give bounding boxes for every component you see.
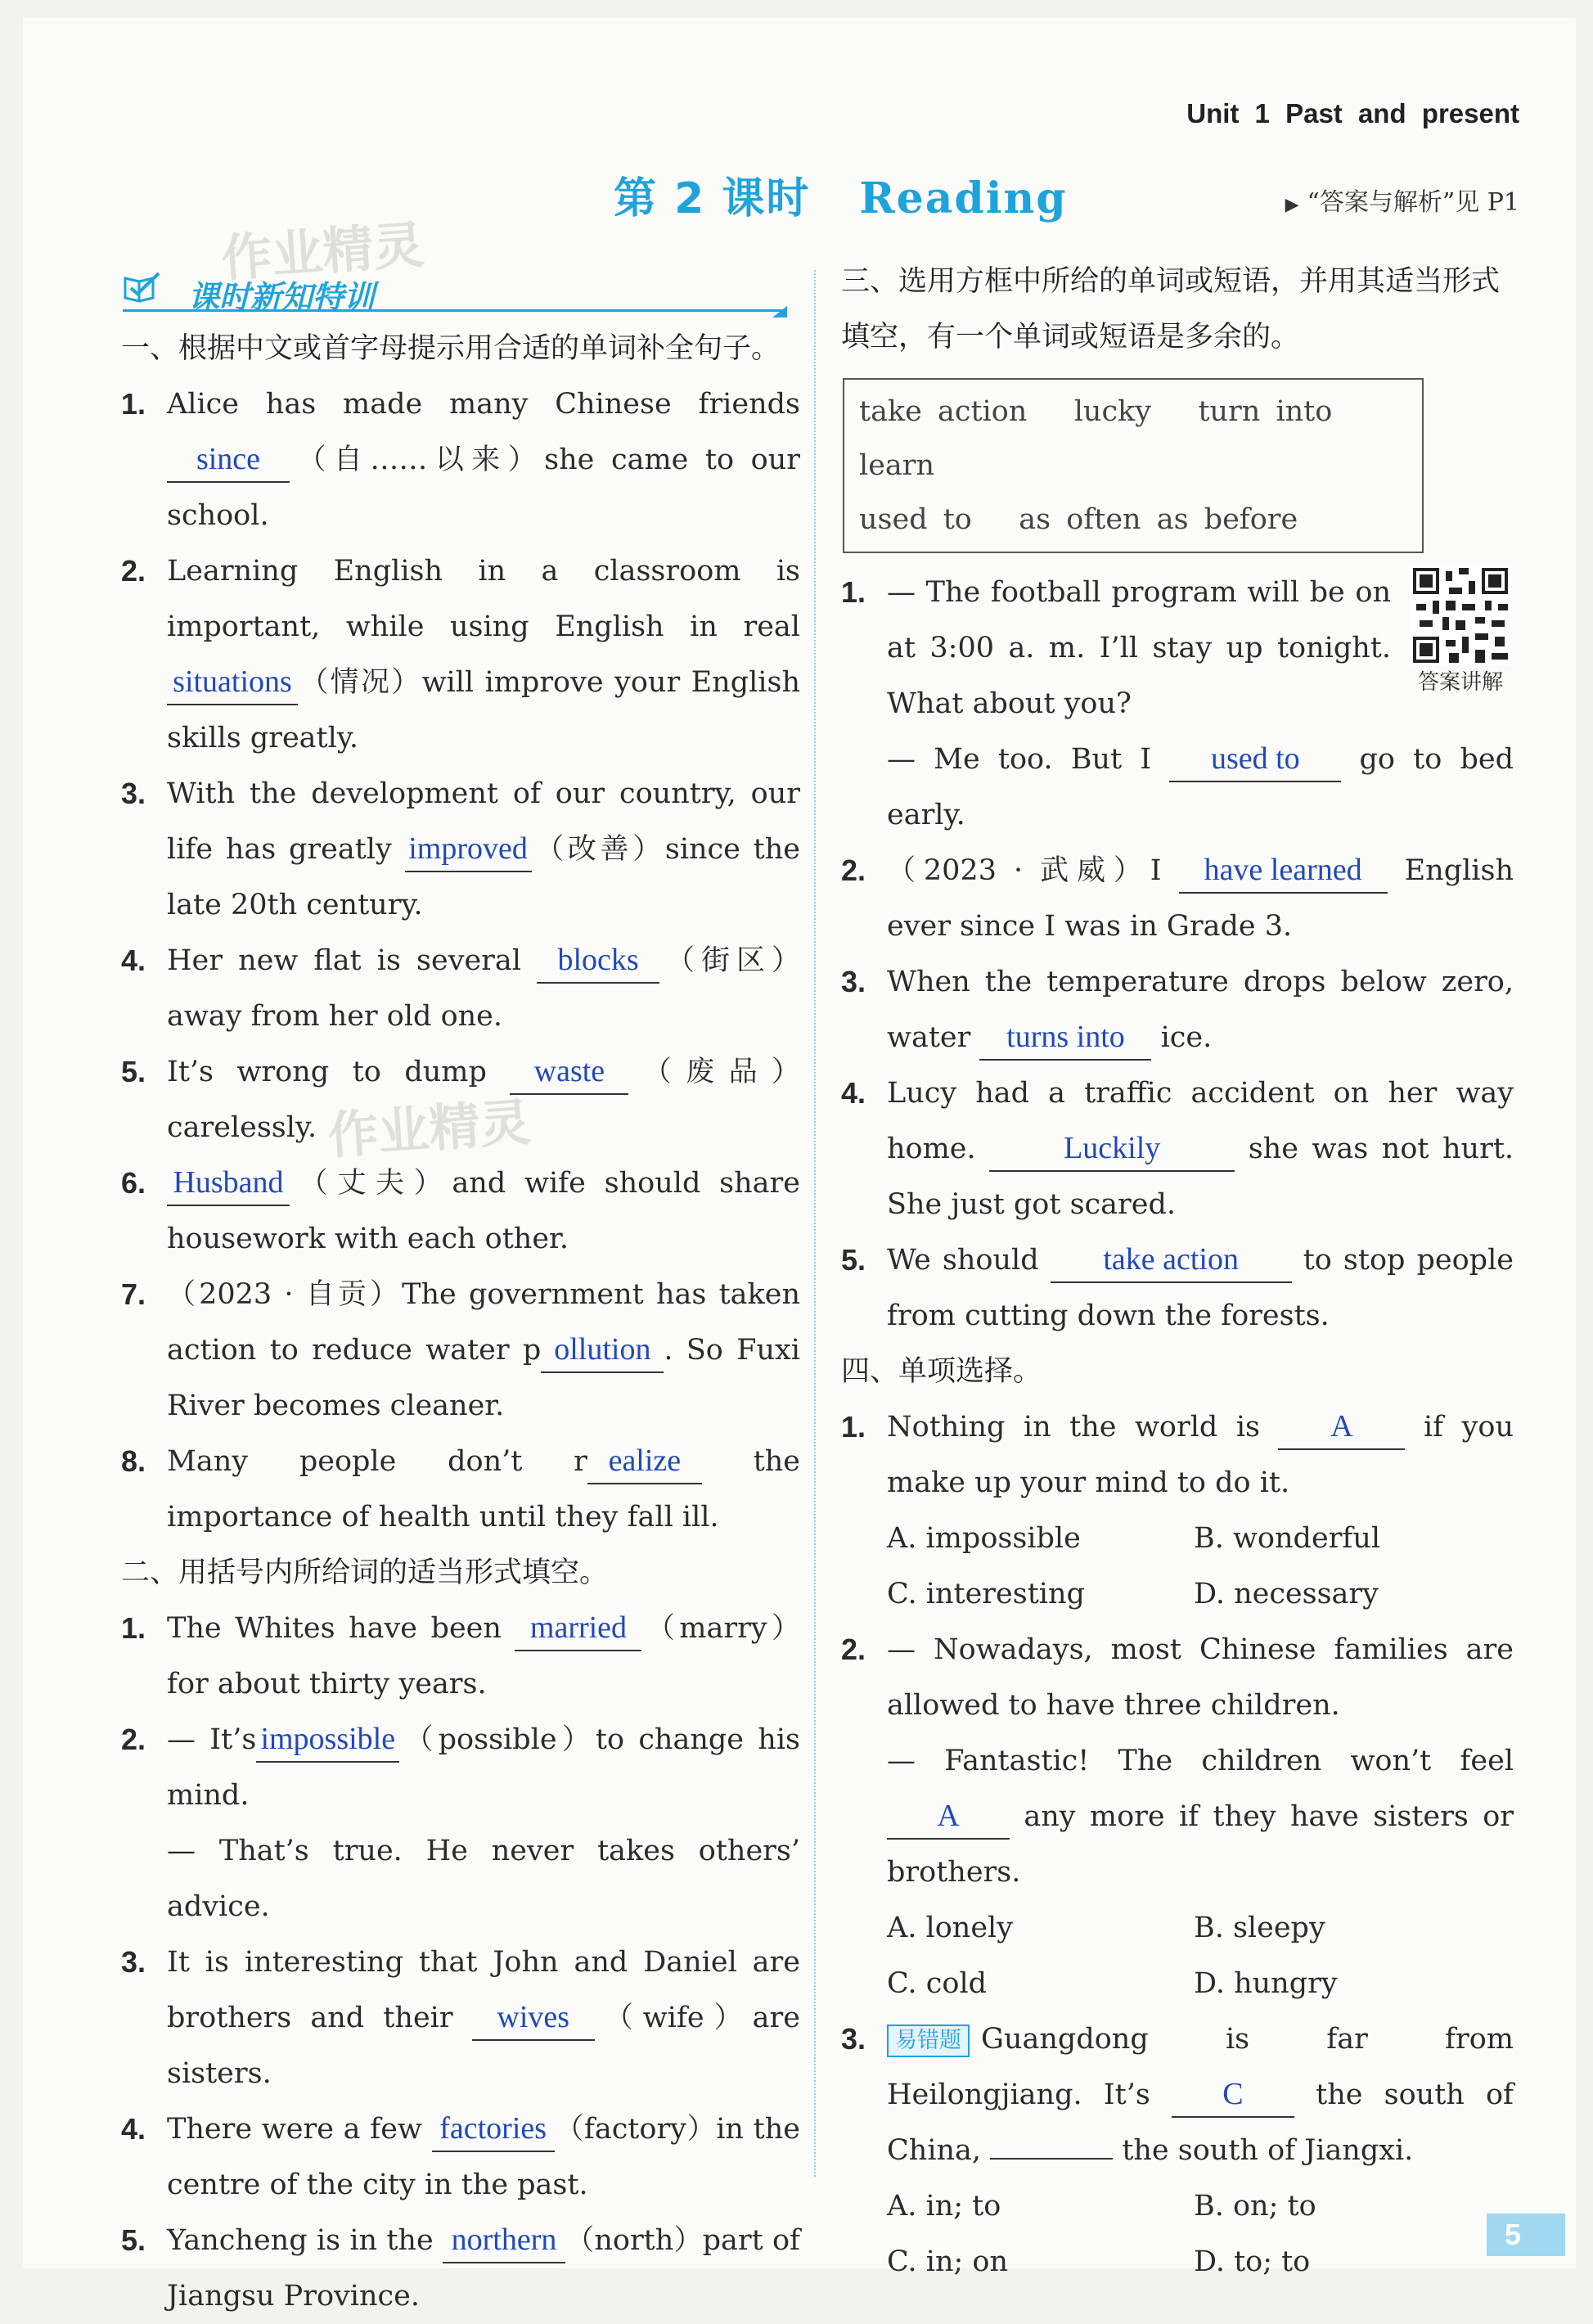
answer-blank[interactable]: turns into	[979, 1016, 1151, 1061]
checkbook-icon	[123, 272, 160, 304]
answer-blank[interactable]: northern	[443, 2218, 565, 2263]
answer-blank[interactable]: take action	[1051, 1238, 1292, 1283]
lesson-topic: Reading	[859, 173, 1067, 223]
lesson-title	[614, 164, 1068, 225]
unit-header	[1186, 98, 1519, 129]
section-banner	[123, 268, 785, 312]
answer-blank[interactable]: situations	[167, 660, 298, 705]
unit-title: Past and present	[1285, 98, 1519, 128]
s4-question-2-reply: — Fantastic! The children won’t feel A any more if they have sisters or brothers.	[841, 1733, 1514, 1900]
s1-question-2: 2. Learning English in a classroom is important, while using English in real situations （情况）will improve your English skills greatly.	[121, 543, 800, 766]
s3-question-1-reply: — Me too. But I used to go to bed early.	[841, 732, 1514, 843]
answer-blank[interactable]: ollution	[541, 1328, 664, 1373]
answer-blank[interactable]: Husband	[167, 1161, 290, 1206]
s4-question-1: 1. Nothing in the world is A if you make up your mind to do it.	[841, 1399, 1514, 1511]
right-column	[841, 254, 1514, 2290]
section-banner-title: 课时新知特训	[188, 272, 375, 317]
s4-q1-options	[841, 1511, 1514, 1622]
s2-question-4: 4. There were a few factories （factory）in the centre of the city in the past.	[121, 2101, 800, 2213]
s2-question-5: 5. Yancheng is in the northern （north）part of Jiangsu Province.	[121, 2213, 800, 2324]
banner-tail	[772, 306, 787, 318]
watermark-middle: 作业精灵	[325, 1081, 533, 1168]
option-c[interactable]: C. cold	[887, 1956, 1194, 2011]
section3-heading: 三、选用方框中所给的单词或短语，并用其适当形式填空，有一个单词或短语是多余的。	[841, 254, 1514, 365]
answer-blank[interactable]: impossible	[256, 1718, 399, 1763]
unit-label: Unit 1	[1186, 98, 1270, 128]
page-number: 5	[1487, 2214, 1565, 2256]
s2-question-2: 2. — It’s impossible （possible）to change his mind. — That’s true. He never takes others’ advice.	[121, 1712, 800, 1934]
option-c[interactable]: C. interesting	[887, 1566, 1194, 1622]
answer-blank[interactable]: since	[167, 438, 290, 483]
option-b[interactable]: B. wonderful	[1194, 1511, 1501, 1566]
error-prone-tag: 易错题	[887, 2024, 970, 2057]
option-b[interactable]: B. sleepy	[1194, 1900, 1501, 1956]
answer-blank[interactable]: Luckily	[989, 1127, 1235, 1172]
option-d[interactable]: D. to; to	[1194, 2234, 1501, 2290]
option-c[interactable]: C. in; on	[887, 2234, 1194, 2290]
section4-heading: 四、单项选择。	[841, 1344, 1514, 1399]
answer-blank[interactable]: C	[1172, 2073, 1294, 2118]
s3-question-3: 3. When the temperature drops below zero, water turns into ice.	[841, 954, 1514, 1065]
answer-blank[interactable]: A	[1278, 1405, 1405, 1450]
answer-blank[interactable]: factories	[432, 2107, 555, 2152]
column-divider	[814, 270, 816, 2177]
option-d[interactable]: D. hungry	[1194, 1956, 1501, 2011]
option-a[interactable]: A. lonely	[887, 1900, 1194, 1956]
s1-question-8: 8. Many people don’t r ealize the importance of health until they fall ill.	[121, 1434, 800, 1545]
watermark-top: 作业精灵	[218, 204, 426, 290]
s1-question-7: 7. （2023 · 自贡）The government has taken action to reduce water p ollution . So Fuxi River becomes cleaner.	[121, 1267, 800, 1434]
word-box-line-1: take action lucky turn into learn	[859, 385, 1407, 493]
s4-question-2: 2. — Nowadays, most Chinese families are allowed to have three children.	[841, 1622, 1514, 1733]
play-triangle-icon: ▶	[1285, 195, 1299, 215]
s3-question-2: 2. （2023 · 武威）I have learned English ever since I was in Grade 3.	[841, 843, 1514, 954]
lesson-number: 第 2 课时	[614, 174, 810, 223]
word-box-line-2: used to as often as before	[859, 493, 1407, 547]
word-box	[843, 378, 1424, 553]
s2-question-3: 3. It is interesting that John and Daniel are brothers and their wives （wife）are sisters.	[121, 1934, 800, 2101]
answer-blank[interactable]: have learned	[1179, 849, 1388, 894]
answer-blank[interactable]: improved	[405, 827, 532, 872]
option-a[interactable]: A. in; to	[887, 2178, 1194, 2234]
s1-question-5: 5. It’s wrong to dump waste （废品）carelessly.	[121, 1044, 800, 1155]
s1-question-4: 4. Her new flat is several blocks （街区）away from her old one.	[121, 933, 800, 1044]
s1-question-1: 1. Alice has made many Chinese friends since （自……以来）she came to our school.	[121, 376, 800, 543]
s3-question-4: 4. Lucy had a traffic accident on her way home. Luckily she was not hurt. She just got scared.	[841, 1065, 1514, 1232]
answer-blank[interactable]: blocks	[537, 939, 659, 984]
s4-q2-options	[841, 1900, 1514, 2011]
answer-blank[interactable]: wives	[472, 1996, 595, 2041]
s4-question-3: 3. 易错题 Guangdong is far from Heilongjiang. It’s C the south of China, the south of Jiangxi.	[841, 2011, 1514, 2178]
answer-reference	[1285, 182, 1519, 218]
option-b[interactable]: B. on; to	[1194, 2178, 1501, 2234]
answer-blank[interactable]: used to	[1169, 737, 1341, 782]
answer-blank-2[interactable]	[990, 2158, 1113, 2160]
s2-question-1: 1. The Whites have been married （marry）for about thirty years.	[121, 1601, 800, 1712]
option-d[interactable]: D. necessary	[1194, 1566, 1501, 1622]
s1-question-6: 6. Husband （丈夫）and wife should share housework with each other.	[121, 1155, 800, 1267]
s3-question-5: 5. We should take action to stop people from cutting down the forests.	[841, 1232, 1514, 1344]
answer-blank[interactable]: A	[887, 1795, 1010, 1840]
section2-heading: 二、用括号内所给词的适当形式填空。	[121, 1545, 800, 1601]
answer-blank[interactable]: married	[515, 1606, 641, 1651]
left-column	[121, 321, 800, 2324]
answer-blank[interactable]: ealize	[587, 1439, 702, 1484]
s1-question-3: 3. With the development of our country, our life has greatly improved （改善）since the late 20th century.	[121, 766, 800, 933]
answer-blank[interactable]: waste	[510, 1050, 628, 1095]
s3-question-1-wrap	[841, 565, 1514, 843]
s4-q3-options	[841, 2178, 1514, 2290]
qr-label: 答案讲解	[1407, 666, 1514, 699]
option-a[interactable]: A. impossible	[887, 1511, 1194, 1566]
answer-reference-text: “答案与解析”见 P1	[1307, 188, 1519, 217]
s3-question-1: 1. — The football program will be on at 3:00 a. m. I’ll stay up tonight. What about you?	[841, 565, 1514, 732]
section1-heading: 一、根据中文或首字母提示用合适的单词补全句子。	[121, 321, 800, 376]
